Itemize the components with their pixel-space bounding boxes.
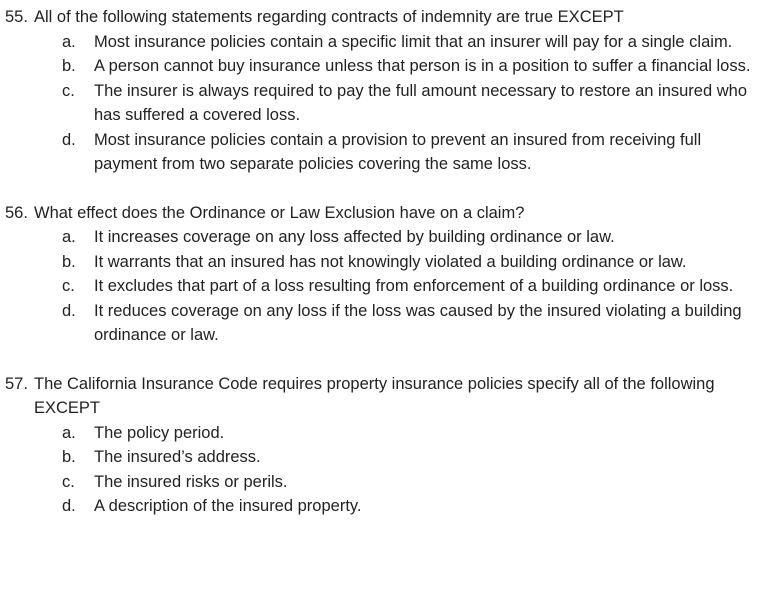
option-text: A description of the insured property. bbox=[94, 497, 362, 515]
option-letter: b. bbox=[62, 252, 76, 271]
question-stem bbox=[5, 372, 771, 421]
option-letter: d. bbox=[62, 301, 76, 320]
option-text: The insurer is always required to pay the full amount necessary to restore an insured who has suffered a covered loss. bbox=[94, 81, 747, 124]
option-text: The policy period. bbox=[94, 423, 225, 442]
option-letter: c. bbox=[62, 277, 75, 295]
option-letter: a. bbox=[62, 423, 76, 442]
question-57 bbox=[5, 372, 771, 519]
option-text: It excludes that part of a loss resulting from enforcement of a building ordinance or loss. bbox=[94, 277, 734, 295]
answer-option-b bbox=[5, 54, 771, 79]
option-letter: c. bbox=[62, 81, 75, 100]
answer-option-d bbox=[5, 299, 771, 348]
question-number: 57. bbox=[5, 374, 28, 393]
question-number: 55. bbox=[5, 8, 28, 26]
question-stem bbox=[5, 201, 771, 226]
option-letter: a. bbox=[62, 32, 76, 51]
answer-option-b bbox=[5, 250, 771, 275]
answer-option-c bbox=[5, 274, 771, 299]
answer-option-c bbox=[5, 79, 771, 128]
option-text: It increases coverage on any loss affected by building ordinance or law. bbox=[94, 228, 615, 246]
option-letter: b. bbox=[62, 448, 76, 466]
answer-option-a bbox=[5, 421, 771, 446]
question-stem bbox=[5, 5, 771, 30]
question-number: 56. bbox=[5, 203, 28, 222]
option-text: A person cannot buy insurance unless that person is in a position to suffer a financial loss. bbox=[94, 57, 751, 75]
option-text: It reduces coverage on any loss if the loss was caused by the insured violating a building ordinance or law. bbox=[94, 301, 742, 344]
option-letter: b. bbox=[62, 57, 76, 75]
answer-option-d bbox=[5, 494, 771, 519]
option-text: Most insurance policies contain a specific limit that an insurer will pay for a single claim. bbox=[94, 32, 733, 51]
question-text: What effect does the Ordinance or Law Exclusion have on a claim? bbox=[34, 203, 525, 222]
answer-option-d bbox=[5, 128, 771, 177]
option-text: The insured risks or perils. bbox=[94, 472, 288, 491]
option-text: It warrants that an insured has not knowingly violated a building ordinance or law. bbox=[94, 252, 687, 271]
question-text: The California Insurance Code requires property insurance policies specify all of the following EXCEPT bbox=[34, 374, 715, 417]
answer-options bbox=[5, 30, 771, 177]
option-letter: c. bbox=[62, 472, 75, 491]
question-text: All of the following statements regarding contracts of indemnity are true EXCEPT bbox=[34, 8, 624, 26]
answer-option-a bbox=[5, 225, 771, 250]
answer-options bbox=[5, 225, 771, 348]
answer-options bbox=[5, 421, 771, 519]
answer-option-a bbox=[5, 30, 771, 55]
question-55 bbox=[5, 5, 771, 177]
question-56 bbox=[5, 201, 771, 348]
option-letter: d. bbox=[62, 130, 76, 149]
answer-option-c bbox=[5, 470, 771, 495]
option-letter: a. bbox=[62, 228, 76, 246]
option-text: Most insurance policies contain a provision to prevent an insured from receiving full payment from two separate policies covering the same loss. bbox=[94, 130, 702, 173]
answer-option-b bbox=[5, 445, 771, 470]
option-text: The insured’s address. bbox=[94, 448, 261, 466]
option-letter: d. bbox=[62, 497, 76, 515]
